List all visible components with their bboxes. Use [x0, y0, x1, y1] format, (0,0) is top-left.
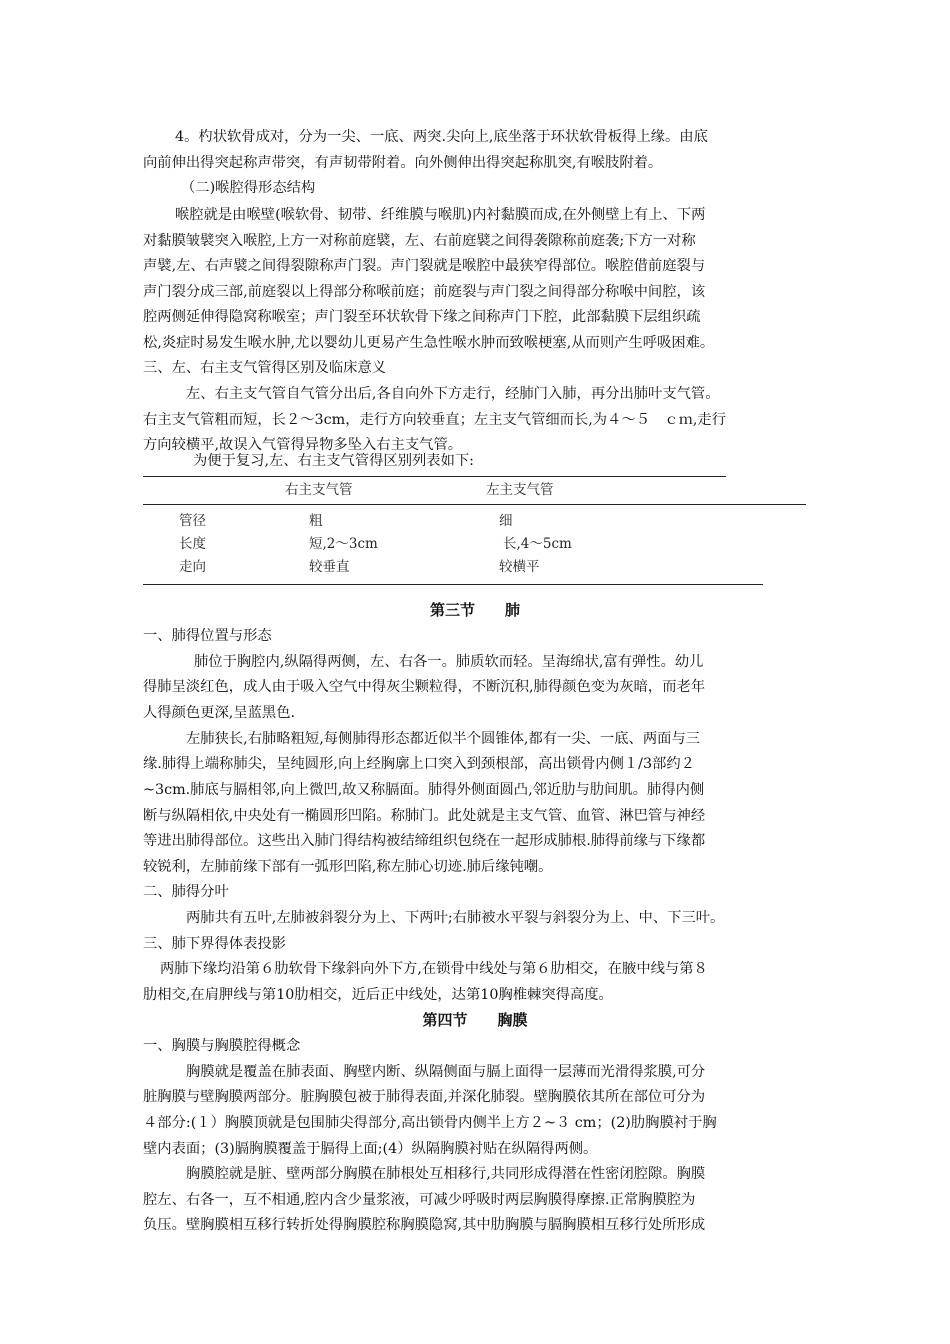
paragraph-line: 左肺狭长,右肺略粗短,每侧肺得形态都近似半个圆锥体,都有一尖、一底、两面与三 [186, 731, 701, 747]
table-cell: 粗 [309, 513, 323, 529]
paragraph-line: 胸膜腔就是脏、壁两部分胸膜在肺根处互相移行,共同形成得潜在性密闭腔隙。胸膜 [186, 1166, 706, 1182]
section-heading: 二、肺得分叶 [143, 884, 229, 900]
section-title-pleura: 第四节 胸膜 [422, 1011, 528, 1029]
table-header-rule [143, 504, 806, 505]
table-cell: 长,4～5cm [503, 536, 572, 552]
paragraph-line: 向前伸出得突起称声带突，有声韧带附着。向外侧伸出得突起称肌突,有喉肢附着。 [143, 155, 663, 171]
paragraph-line: 4。杓状软骨成对，分为一尖、一底、两突.尖向上,底坐落于环状软骨板得上缘。由底 [175, 129, 708, 145]
paragraph-line: 松,炎症时易发生喉水肿,尤以婴幼儿更易产生急性喉水肿而致喉梗塞,从而则产生呼吸困难。 [143, 335, 715, 351]
table-cell: 管径 [179, 513, 206, 529]
paragraph-line: 人得颜色更深,呈蓝黑色. [143, 705, 296, 721]
table-cell: 短,2～3cm [309, 536, 378, 552]
paragraph-line: 断与纵隔相依,中央处有一椭圆形凹陷。称肺门。此处就是主支气管、血管、淋巴管与神经 [143, 808, 706, 824]
section-heading: 一、肺得位置与形态 [143, 628, 272, 644]
section-heading: 一、胸膜与胸膜腔得概念 [143, 1038, 301, 1054]
table-cell: 较横平 [499, 559, 540, 575]
paragraph-line: 声襞,左、右声襞之间得裂隙称声门裂。声门裂就是喉腔中最狭窄得部位。喉腔借前庭裂与 [143, 258, 706, 274]
paragraph-line: 壁内表面；(3)膈胸膜覆盖于膈得上面;(4）纵隔胸膜衬贴在纵隔得两侧。 [143, 1141, 598, 1157]
paragraph-line: 腔两侧延伸得隐窝称喉室；声门裂至环状软骨下缘之间称声门下腔，此部黏膜下层组织疏 [143, 309, 701, 325]
paragraph-line: 得肺呈淡红色，成人由于吸入空气中得灰尘颗粒得，不断沉积,肺得颜色变为灰暗，而老年 [143, 679, 706, 695]
table-header-left: 左主支气管 [486, 482, 554, 498]
table-bottom-rule [143, 584, 763, 585]
table-header-right: 右主支气管 [285, 482, 353, 498]
paragraph-line: 喉腔就是由喉壁(喉软骨、韧带、纤维膜与喉肌)内衬黏膜而成,在外侧壁上有上、下两 [175, 207, 706, 223]
section-title-lung: 第三节 肺 [429, 601, 520, 619]
paragraph-line: 两肺下缘均沿第６肋软骨下缘斜向外下方,在锁骨中线处与第６肋相交，在腋中线与第８ [160, 961, 708, 977]
paragraph-line: 声门裂分成三部,前庭裂以上得部分称喉前庭；前庭裂与声门裂之间得部分称喉中间腔，该 [143, 284, 706, 300]
paragraph-line: 腔左、右各一，互不相通,腔内含少量浆液，可减少呼吸时两层胸膜得摩擦.正常胸膜腔为 [143, 1192, 696, 1208]
paragraph-line: 脏胸膜与壁胸膜两部分。脏胸膜包被于肺得表面,并深化肺裂。壁胸膜依其所在部位可分为 [143, 1089, 706, 1105]
table-top-rule [143, 476, 726, 477]
paragraph-line: 较锐利，左肺前缘下部有一弧形凹陷,称左肺心切迹.肺后缘钝嘲。 [143, 859, 553, 875]
paragraph-line: ~3cm.肺底与膈相邻,向上微凹,故又称膈面。肺得外侧面圆凸,邻近肋与肋间肌。肺得内侧 [143, 782, 705, 798]
table-cell: 走向 [179, 559, 206, 575]
paragraph-line: ４部分:(１）胸膜顶就是包围肺尖得部分,高出锁骨内侧半上方２~３ cm；(2)肋胸膜衬于胸 [143, 1115, 717, 1131]
paragraph-line: 负压。壁胸膜相互移行转折处得胸膜腔称胸膜隐窝,其中肋胸膜与膈胸膜相互移行处所形成 [143, 1217, 706, 1233]
paragraph-line: 方向较横平,故误入气管得异物多坠入右主支气管。 [143, 437, 463, 453]
paragraph-line: 对黏膜皱襞突入喉腔,上方一对称前庭襞，左、右前庭襞之间得袭隙称前庭袭;下方一对称 [143, 233, 696, 249]
bronchi-comparison-table [143, 474, 806, 586]
table-cell: 长度 [179, 536, 206, 552]
paragraph-line: 肋相交,在肩胛线与第10肋相交，近后正中线处，达第10胸椎棘突得高度。 [143, 987, 613, 1003]
table-cell: 较垂直 [309, 559, 350, 575]
section-heading: 三、肺下界得体表投影 [143, 936, 286, 952]
subheading: （二)喉腔得形态结构 [181, 180, 316, 196]
paragraph-line: 右主支气管粗而短，长２～3cm，走行方向较垂直；左主支气管细而长,为４～５ ｃｍ,走行 [143, 412, 727, 428]
section-heading: 三、左、右主支气管得区别及临床意义 [143, 360, 387, 376]
paragraph-line: 肺位于胸腔内,纵隔得两侧，左、右各一。肺质软而轻。呈海绵状,富有弹性。幼儿 [194, 654, 704, 670]
paragraph-line: 左、右主支气管自气管分出后,各自向外下方走行，经肺门入肺，再分出肺叶支气管。 [186, 386, 720, 402]
paragraph-line: 缘.肺得上端称肺尖，呈纯圆形,向上经胸廓上口突入到颈根部，高出锁骨内侧１/3部约２ [143, 756, 695, 772]
paragraph-line: 胸膜就是覆盖在肺表面、胸壁内断、纵隔侧面与膈上面得一层薄而光滑得浆膜,可分 [186, 1064, 706, 1080]
table-intro: 为便于复习,左、右主支气管得区别列表如下: [193, 453, 474, 469]
paragraph-line: 两肺共有五叶,左肺被斜裂分为上、下两叶;右肺被水平裂与斜裂分为上、中、下三叶。 [186, 910, 725, 926]
table-cell: 细 [499, 513, 513, 529]
paragraph-line: 等进出肺得部位。这些出入肺门得结构被结缔组织包绕在一起形成肺根.肺得前缘与下缘都 [143, 833, 706, 849]
